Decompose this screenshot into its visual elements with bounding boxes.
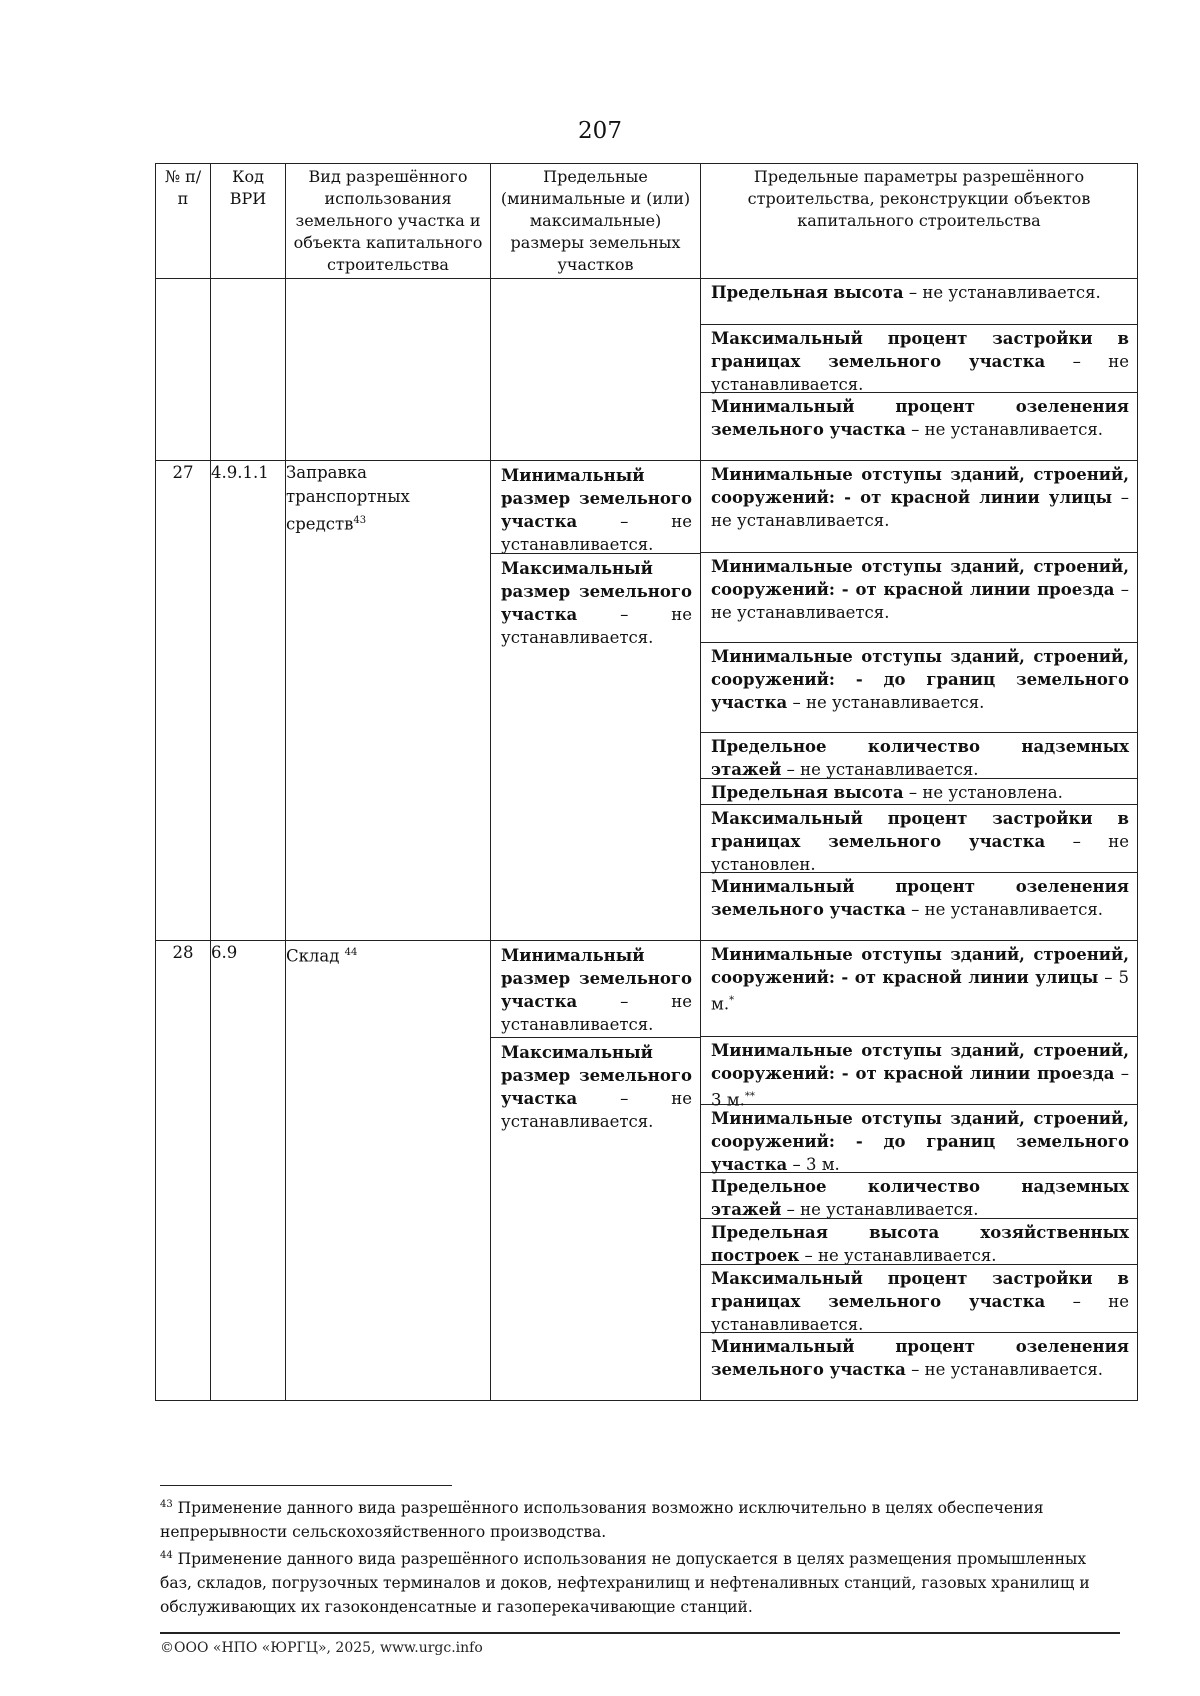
- row-28-param-label: Предельное количество надземных этажей: [711, 1177, 1129, 1219]
- row-27-param-label: Предельная высота: [711, 783, 904, 802]
- header-num: № п/п: [156, 164, 211, 279]
- footnote-text: Применение данного вида разрешённого использования возможно исключительно в целях обеспечения непрерывности сельскохозяйственного производства.: [160, 1499, 1044, 1542]
- row-28-param-6: [701, 1265, 1137, 1333]
- row-27-param-label: Максимальный процент застройки в границах земельного участка: [711, 809, 1129, 851]
- row-27-size-1: [491, 461, 700, 554]
- row-28-param-value: – не устанавливается.: [905, 1360, 1104, 1379]
- row-28-size-2: [491, 1038, 700, 1134]
- row-28-param-value: – 3 м.: [711, 1064, 1129, 1110]
- continuation-param-label: Минимальный процент озеленения земельного участка: [711, 397, 1129, 439]
- row-28-size-value: – не устанавливается.: [501, 1089, 692, 1131]
- row-27-size-label: Минимальный размер земельного участка: [501, 466, 692, 531]
- row-28-param-note-mark: **: [744, 1091, 755, 1102]
- row-27-param-value: – не устанавливается.: [905, 900, 1104, 919]
- row-28-param-note-mark: *: [729, 995, 735, 1006]
- row-27-params-cell: [701, 461, 1138, 941]
- row-27-size-2: [491, 554, 700, 650]
- row-28-param-1: [701, 941, 1137, 1037]
- row-28-param-value: – 3 м.: [787, 1155, 840, 1174]
- header-name: Вид разрешённого использования земельного участка и объекта капитального строительства: [286, 164, 491, 279]
- footnote-mark: 44: [160, 1550, 173, 1562]
- row-27-param-value: – не устанавливается.: [787, 693, 985, 712]
- footnote-ref-44: 44: [344, 947, 358, 958]
- row-28-param-value: – не устанавливается.: [711, 1292, 1129, 1334]
- row-28-param-2: [701, 1037, 1137, 1110]
- footnotes: [160, 1493, 1120, 1619]
- row-27-code: 4.9.1.1: [211, 461, 286, 941]
- row-27-param-label: Минимальный процент озеленения земельного участка: [711, 877, 1129, 919]
- row-28-param-5: [701, 1219, 1137, 1265]
- row-28-size-1: [491, 941, 700, 1038]
- row-28-size-label: Минимальный размер земельного участка: [501, 946, 692, 1011]
- row-27-param-7: [701, 873, 1137, 940]
- row-28-param-value: – не устанавливается.: [799, 1246, 997, 1265]
- continuation-param-3: [701, 393, 1137, 460]
- row-28-size-label: Максимальный размер земельного участка: [501, 1043, 692, 1108]
- row-27-param-3: [701, 643, 1137, 733]
- continuation-param-label: Максимальный процент застройки в границах земельного участка: [711, 329, 1129, 371]
- row-28-param-value: – не устанавливается.: [781, 1200, 979, 1219]
- row-27-param-value: – не устанавливается.: [711, 488, 1129, 530]
- row-28-size-value: – не устанавливается.: [501, 992, 692, 1034]
- row-27-param-1: [701, 461, 1137, 553]
- row-27-param-5: [701, 779, 1137, 805]
- row-27-param-value: – не установлен.: [711, 832, 1129, 874]
- page-number: 207: [578, 118, 622, 144]
- row-28-param-3: [701, 1105, 1137, 1173]
- table-row-28: [156, 941, 1138, 1401]
- row-27-param-label: Предельное количество надземных этажей: [711, 737, 1129, 779]
- row-27-param-label: Минимальные отступы зданий, строений, сооружений: - от красной линии улицы: [711, 465, 1129, 507]
- row-27-param-label: Минимальные отступы зданий, строений, сооружений: - от красной линии проезда: [711, 557, 1129, 599]
- bottom-divider: [160, 1632, 1120, 1634]
- header-code: Код ВРИ: [211, 164, 286, 279]
- continuation-param-label: Предельная высота: [711, 283, 904, 302]
- row-27-param-value: – не устанавливается.: [781, 760, 979, 779]
- table-row-27: [156, 461, 1138, 941]
- row-27-param-value: – не установлена.: [903, 783, 1063, 802]
- row-28-param-label: Минимальные отступы зданий, строений, сооружений: - от красной линии проезда: [711, 1041, 1129, 1083]
- table-header-row: [156, 164, 1138, 279]
- row-28-param-7: [701, 1333, 1137, 1400]
- footnote-text: Применение данного вида разрешённого использования не допускается в целях размещения промышленных баз, складов, погрузочных терминалов и доков, нефтехранилищ и нефтеналивных станций, газовых хранилищ и обслуживающих их газоконденсатные и газоперекачивающие станций.: [160, 1550, 1090, 1617]
- row-28-param-label: Минимальный процент озеленения земельного участка: [711, 1337, 1129, 1379]
- row-28-param-4: [701, 1173, 1137, 1219]
- row-27-num: 27: [156, 461, 211, 941]
- row-28-param-label: Минимальные отступы зданий, строений, сооружений: - до границ земельного участка: [711, 1109, 1129, 1174]
- row-27-param-value: – не устанавливается.: [711, 580, 1129, 622]
- row-27-size-value: – не устанавливается.: [501, 605, 692, 647]
- continuation-param-1: [701, 279, 1137, 325]
- row-27-param-label: Минимальные отступы зданий, строений, сооружений: - до границ земельного участка: [711, 647, 1129, 712]
- header-params: Предельные параметры разрешённого строительства, реконструкции объектов капитального строительства: [701, 164, 1138, 279]
- regulations-table: [155, 163, 1138, 1401]
- row-28-param-label: Предельная высота хозяйственных построек: [711, 1223, 1129, 1265]
- table-row-continuation: [156, 279, 1138, 461]
- continuation-param-2: [701, 325, 1137, 393]
- row-28-params-cell: [701, 941, 1138, 1401]
- row-28-code: 6.9: [211, 941, 286, 1401]
- row-27-size-value: – не устанавливается.: [501, 512, 692, 554]
- copyright: ©ООО «НПО «ЮРГЦ», 2025, www.urgc.info: [160, 1640, 483, 1656]
- footnote-ref-43: 43: [353, 515, 367, 526]
- continuation-param-value: – не устанавливается.: [711, 352, 1129, 394]
- continuation-params-cell: [701, 279, 1138, 461]
- row-28-param-value: – 5 м.: [711, 968, 1129, 1014]
- footnote-43: [160, 1493, 1120, 1544]
- row-27-sizes-cell: [491, 461, 701, 941]
- row-27-param-4: [701, 733, 1137, 779]
- continuation-param-value: – не устанавливается.: [905, 420, 1104, 439]
- row-28-param-label: Минимальные отступы зданий, строений, сооружений: - от красной линии улицы: [711, 945, 1129, 987]
- row-27-name: Заправка транспортных средств$^{43}$: [286, 461, 491, 941]
- row-28-param-label: Максимальный процент застройки в границах земельного участка: [711, 1269, 1129, 1311]
- row-28-sizes-cell: [491, 941, 701, 1401]
- footnote-44: [160, 1544, 1120, 1619]
- row-28-num: 28: [156, 941, 211, 1401]
- continuation-param-value: – не устанавливается.: [903, 283, 1101, 302]
- row-27-param-2: [701, 553, 1137, 643]
- row-27-param-6: [701, 805, 1137, 873]
- header-sizes: Предельные (минимальные и (или) максимальные) размеры земельных участков: [491, 164, 701, 279]
- row-27-size-label: Максимальный размер земельного участка: [501, 559, 692, 624]
- footnote-mark: 43: [160, 1499, 173, 1510]
- footnote-divider: [160, 1485, 452, 1486]
- row-28-name: Склад $^{44}$: [286, 941, 491, 1401]
